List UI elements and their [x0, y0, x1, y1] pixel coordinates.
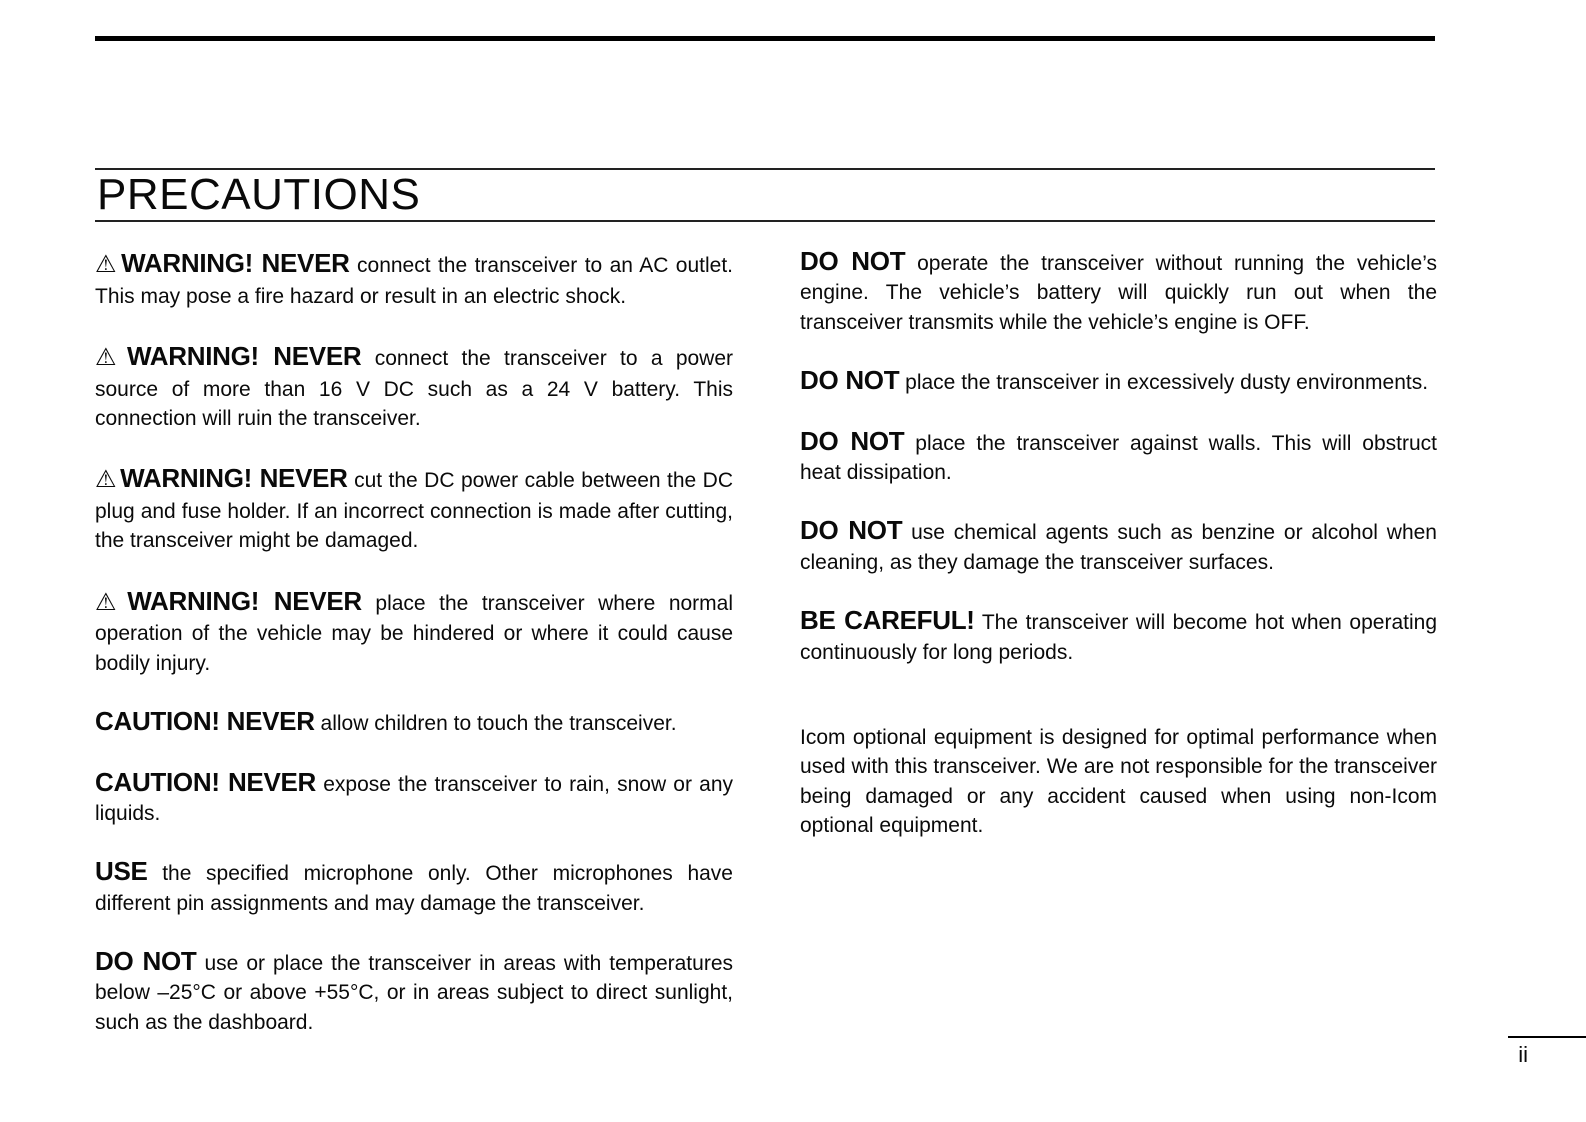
paragraph-text: allow children to touch the transceiver.: [320, 712, 677, 736]
precaution-paragraph: [95, 858, 733, 918]
paragraph-text: use or place the transceiver in areas with temperatures below –25°C or above +55°C, or in areas subject to direct sunlight, such as the dashboard.: [95, 952, 733, 1034]
paragraph-text: expose the transceiver to rain, snow or any liquids.: [95, 772, 734, 825]
right-column: [800, 248, 1437, 870]
precaution-paragraph: [95, 586, 733, 678]
precaution-paragraph: [95, 341, 733, 433]
paragraph-lead: WARNING! NEVER: [127, 585, 362, 616]
warning-icon: ⚠: [95, 465, 118, 494]
paragraph-text: use chemical agents such as benzine or alcohol when cleaning, as they damage the transceiver surfaces.: [800, 521, 1437, 574]
paragraph-text: connect the transceiver to a power source of more than 16 V DC such as a 24 V battery. This connection will ruin the transceiver.: [95, 346, 734, 430]
warning-icon: ⚠: [95, 587, 125, 616]
warning-icon: ⚠: [95, 250, 119, 278]
paragraph-lead: WARNING! NEVER: [121, 248, 350, 278]
precaution-paragraph: [800, 248, 1437, 337]
paragraph-text: The transceiver will become hot when operating continuously for long periods.: [800, 611, 1437, 664]
paragraph-text: connect the transceiver to an AC outlet. This may pose a fire hazard or result in an electric shock.: [95, 254, 734, 308]
precaution-paragraph: [800, 517, 1437, 577]
paragraph-lead: DO NOT: [95, 946, 197, 977]
paragraph-text: Icom optional equipment is designed for optimal performance when used with this transceiver. We are not responsible for the transceiver being damaged or any accident caused when using non-Icom optional equipment.: [800, 725, 1437, 838]
precaution-paragraph: [95, 948, 733, 1037]
precaution-paragraph: [95, 248, 733, 311]
paragraph-text: place the transceiver against walls. This will obstruct heat dissipation.: [800, 431, 1438, 484]
paragraph-lead: USE: [95, 856, 148, 887]
page-title: PRECAUTIONS: [95, 168, 1435, 222]
paragraph-text: place the transceiver in excessively dusty environments.: [905, 371, 1429, 395]
precaution-paragraph: [800, 607, 1437, 667]
paragraph-lead: DO NOT: [800, 425, 905, 456]
paragraph-text: operate the transceiver without running the vehicle’s engine. The vehicle’s battery will quickly run out when the transceiver transmits while the vehicle’s engine is OFF.: [800, 252, 1437, 334]
warning-icon: ⚠: [95, 342, 124, 371]
note-paragraph: [800, 723, 1437, 841]
precaution-paragraph: [95, 463, 733, 555]
paragraph-text: the specified microphone only. Other microphones have different pin assignments and may damage the transceiver.: [95, 862, 733, 915]
paragraph-text: place the transceiver where normal operation of the vehicle may be hindered or where it could cause bodily injury.: [95, 591, 734, 675]
paragraph-lead: WARNING! NEVER: [126, 340, 362, 371]
precaution-paragraph: [95, 708, 733, 738]
paragraph-text: cut the DC power cable between the DC plug and fuse holder. If an incorrect connection is made after cutting, the transceiver might be damaged.: [95, 469, 734, 553]
precaution-paragraph: [800, 367, 1437, 397]
paragraph-lead: DO NOT: [800, 515, 903, 546]
paragraph-lead: DO NOT: [800, 246, 906, 276]
page-number-rule: [1508, 1036, 1586, 1038]
paragraph-lead: WARNING! NEVER: [120, 463, 348, 494]
page-number: ii: [1518, 1042, 1528, 1067]
left-column: [95, 248, 733, 1067]
precaution-paragraph: [95, 766, 734, 829]
precaution-paragraph: [800, 425, 1438, 488]
paragraph-lead: DO NOT: [800, 365, 900, 396]
paragraph-lead: CAUTION! NEVER: [95, 706, 315, 737]
paragraph-lead: CAUTION! NEVER: [95, 766, 317, 797]
paragraph-lead: BE CAREFUL!: [800, 605, 975, 636]
top-rule: [95, 36, 1435, 41]
